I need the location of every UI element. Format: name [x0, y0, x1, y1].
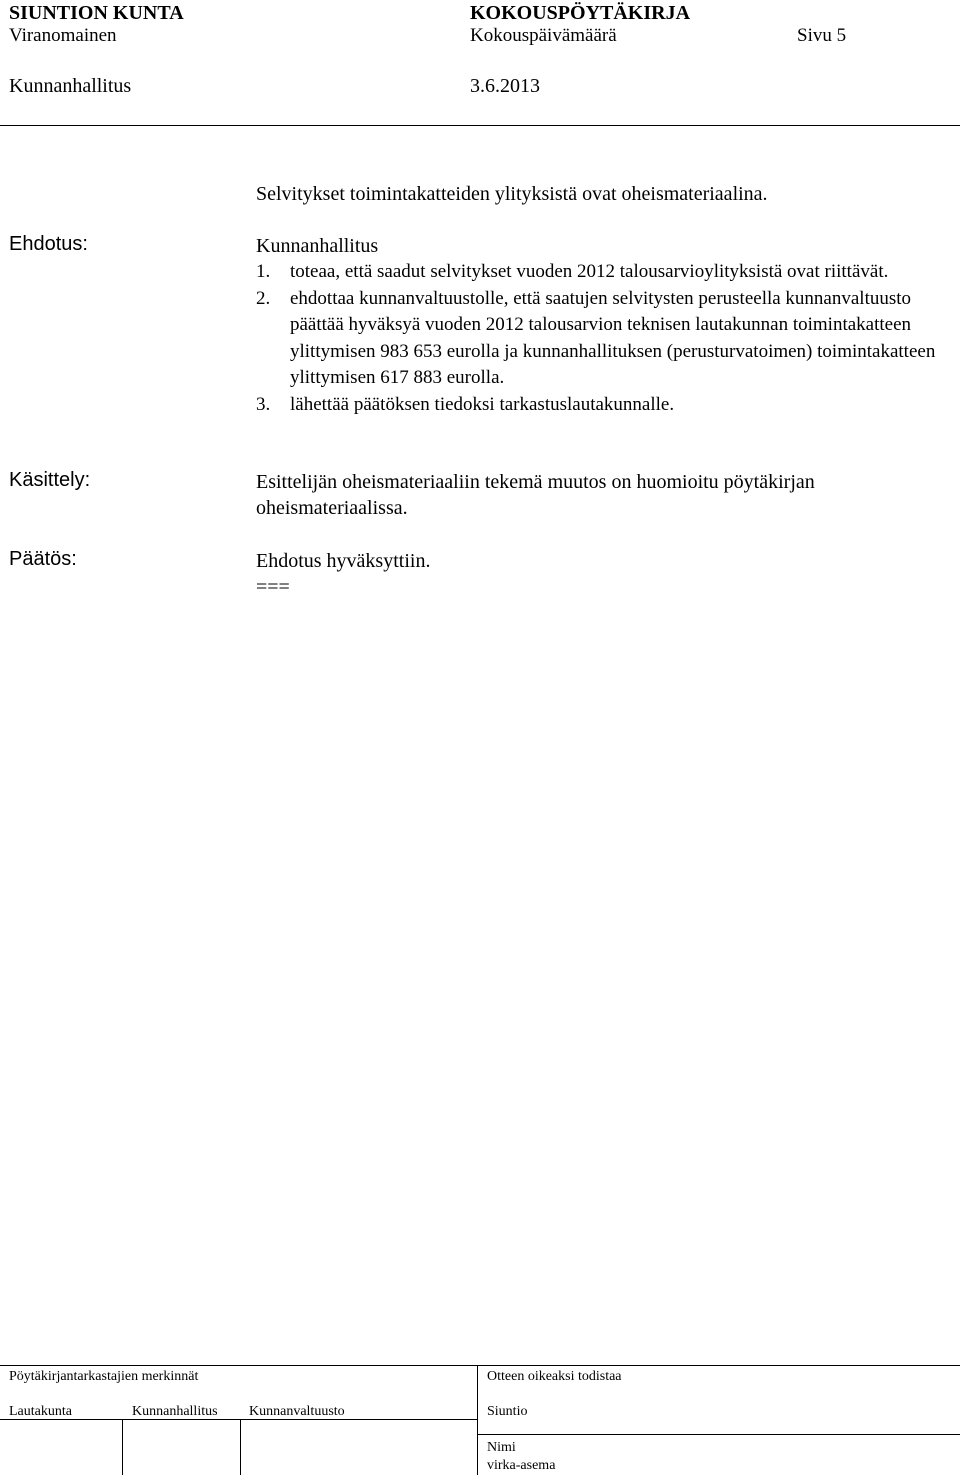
- proposal-item: [256, 259, 946, 286]
- copy-certification-label: Otteen oikeaksi todistaa: [487, 1369, 622, 1384]
- proposal-item: [256, 392, 946, 419]
- footer-right-rule: [477, 1434, 960, 1435]
- proposal-list: [256, 259, 946, 418]
- footer-top-rule: [0, 1365, 960, 1366]
- proposal-item-text: toteaa, että saadut selvitykset vuoden 2012 talousarvioylityksistä ovat riittävät.: [290, 261, 889, 282]
- footer-divider-3: [477, 1365, 478, 1475]
- footer-divider-2: [240, 1419, 241, 1475]
- proposal-item-text: ehdottaa kunnanvaltuustolle, että saatujen selvitysten perusteella kunnanvaltuusto päättää hyväksyä vuoden 2012 talousarvion teknisen lautakunnan toimintakatteen ylittymisen 983 653 eurolla ja kunnanhallituksen (perusturvatoimen) toimintakatteen ylittymisen 617 883 eurolla.: [290, 287, 936, 388]
- decision-label: Päätös:: [9, 548, 77, 570]
- proposal-item-number: 2.: [256, 287, 271, 309]
- footer-col-government: Kunnanhallitus: [132, 1404, 218, 1419]
- header-rule: [0, 125, 960, 126]
- document-type: KOKOUSPÖYTÄKIRJA: [470, 2, 691, 24]
- handling-label: Käsittely:: [9, 469, 91, 491]
- proposal-item: [256, 286, 946, 392]
- proposal-heading: Kunnanhallitus: [256, 235, 379, 257]
- municipality-name: SIUNTION KUNTA: [9, 2, 184, 24]
- intro-text: Selvitykset toimintakatteiden ylityksistä ovat oheismateriaalina.: [256, 183, 768, 205]
- checkers-label: Pöytäkirjantarkastajien merkinnät: [9, 1369, 199, 1384]
- meeting-date-label: Kokouspäivämäärä: [470, 25, 617, 46]
- authority-label: Viranomainen: [9, 25, 117, 46]
- proposal-item-number: 1.: [256, 261, 271, 282]
- footer-col-council: Kunnanvaltuusto: [249, 1404, 345, 1419]
- proposal-item-number: 3.: [256, 393, 271, 415]
- footer-place: Siuntio: [487, 1404, 528, 1419]
- footer-divider-1: [122, 1419, 123, 1475]
- proposal-label: Ehdotus:: [9, 233, 88, 255]
- footer-name-label: Nimi: [487, 1440, 516, 1455]
- handling-text: Esittelijän oheismateriaaliin tekemä muutos on huomioitu pöytäkirjan oheismateriaalissa.: [256, 471, 815, 519]
- footer-position-label: virka-asema: [487, 1458, 556, 1473]
- footer-col-board: Lautakunta: [9, 1404, 72, 1419]
- meeting-date: 3.6.2013: [470, 75, 540, 97]
- authority-name: Kunnanhallitus: [9, 75, 132, 97]
- end-mark: ===: [256, 576, 290, 598]
- page-number: Sivu 5: [797, 25, 847, 46]
- proposal-item-text: lähettää päätöksen tiedoksi tarkastuslautakunnalle.: [290, 393, 675, 415]
- decision-text: Ehdotus hyväksyttiin.: [256, 550, 431, 572]
